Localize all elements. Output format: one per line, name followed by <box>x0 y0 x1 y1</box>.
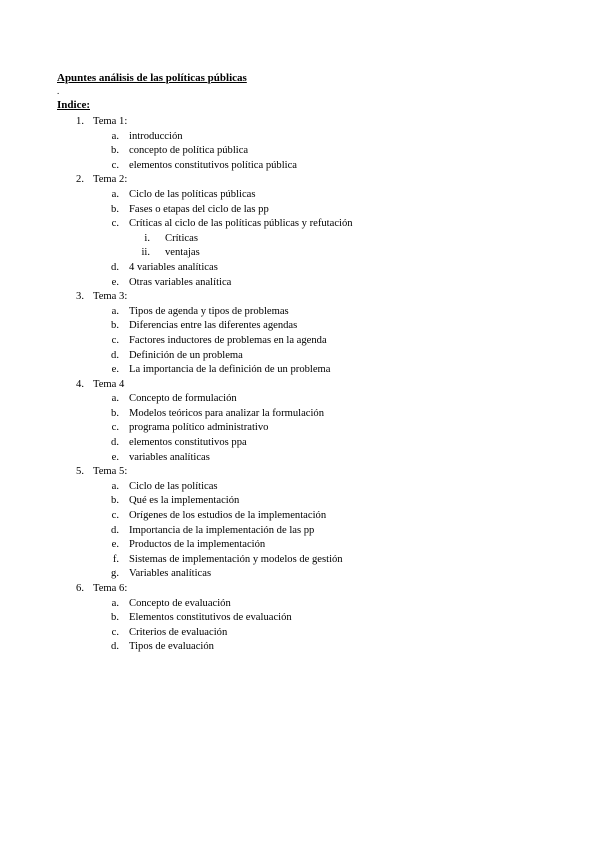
toc-subitem <box>0 421 600 436</box>
list-item-label: Sistemas de implementación y modelos de gestión <box>129 553 343 565</box>
list-item-label: Críticas al ciclo de las políticas públicas y refutación <box>129 218 353 230</box>
list-marker: b. <box>111 320 119 332</box>
stray-dot: . <box>57 86 60 96</box>
toc-subitem <box>0 130 600 145</box>
list-marker: b. <box>111 495 119 507</box>
list-marker: b. <box>111 612 119 624</box>
toc-topic <box>0 378 600 393</box>
list-marker: a. <box>111 597 119 609</box>
list-item-label: Tema 5: <box>93 466 128 478</box>
toc-subitem <box>0 480 600 495</box>
list-item-label: Críticas <box>165 232 198 244</box>
list-item-label: Diferencias entre las diferentes agendas <box>129 320 298 332</box>
list-item-label: concepto de política pública <box>129 145 249 157</box>
toc-topic <box>0 115 600 130</box>
list-marker: d. <box>111 524 119 536</box>
toc-subitem <box>0 597 600 612</box>
list-marker: b. <box>111 145 119 157</box>
toc-subitem <box>0 611 600 626</box>
toc-topic <box>0 465 600 480</box>
list-item-label: Criterios de evaluación <box>129 626 228 638</box>
list-marker: b. <box>111 407 119 419</box>
list-marker: i. <box>144 232 150 244</box>
list-marker: d. <box>111 437 119 449</box>
toc-subitem <box>0 188 600 203</box>
list-marker: 4. <box>76 378 84 390</box>
list-marker: e. <box>111 276 119 288</box>
list-item-label: Elementos constitutivos de evaluación <box>129 612 292 624</box>
toc-subitem <box>0 538 600 553</box>
list-marker: a. <box>111 130 119 142</box>
list-marker: d. <box>111 641 119 653</box>
toc-subitem <box>0 276 600 291</box>
list-marker: b. <box>111 203 119 215</box>
list-item-label: variables analíticas <box>129 451 210 463</box>
list-item-label: Tema 6: <box>93 583 128 594</box>
table-of-contents <box>0 115 600 655</box>
list-item-label: Modelos teóricos para analizar la formulación <box>129 407 325 419</box>
list-marker: c. <box>111 422 119 434</box>
list-marker: c. <box>111 218 119 230</box>
list-marker: a. <box>111 305 119 317</box>
toc-subitem <box>0 451 600 466</box>
list-marker: e. <box>111 451 119 463</box>
toc-subitem <box>0 319 600 334</box>
list-marker: c. <box>111 510 119 522</box>
toc-subitem <box>0 334 600 349</box>
list-marker: c. <box>111 334 119 346</box>
list-item-label: Fases o etapas del ciclo de las pp <box>129 203 269 215</box>
list-marker: 2. <box>76 174 84 186</box>
toc-subsubitem <box>0 232 600 247</box>
toc-subitem <box>0 392 600 407</box>
list-item-label: ventajas <box>165 247 200 259</box>
toc-subitem <box>0 363 600 378</box>
list-item-label: introducción <box>129 130 183 142</box>
toc-subitem <box>0 640 600 655</box>
toc-subitem <box>0 626 600 641</box>
list-item-label: Concepto de formulación <box>129 393 237 405</box>
list-marker: 1. <box>76 116 84 127</box>
toc-topic <box>0 173 600 188</box>
list-item-label: Tipos de evaluación <box>129 641 214 653</box>
list-marker: 5. <box>76 466 84 478</box>
toc-topic <box>0 290 600 305</box>
list-item-label: Tema 2: <box>93 174 128 186</box>
toc-subitem <box>0 217 600 232</box>
list-item-label: Ciclo de las políticas públicas <box>129 188 256 200</box>
list-marker: d. <box>111 261 119 273</box>
list-item-label: Productos de la implementación <box>129 539 266 551</box>
list-marker: c. <box>111 159 119 171</box>
list-marker: e. <box>111 364 119 376</box>
toc-subitem <box>0 144 600 159</box>
list-marker: a. <box>111 393 119 405</box>
list-item-label: Tipos de agenda y tipos de problemas <box>129 305 289 317</box>
list-marker: d. <box>111 349 119 361</box>
list-marker: a. <box>111 480 119 492</box>
list-item-label: Concepto de evaluación <box>129 597 231 609</box>
toc-subitem <box>0 509 600 524</box>
toc-subsubitem <box>0 246 600 261</box>
list-marker: c. <box>111 626 119 638</box>
list-item-label: programa político administrativo <box>129 422 269 434</box>
toc-subitem <box>0 407 600 422</box>
toc-subitem <box>0 436 600 451</box>
toc-subitem <box>0 494 600 509</box>
list-marker: f. <box>112 553 119 565</box>
list-item-label: Otras variables analítica <box>129 276 232 288</box>
list-marker: 6. <box>76 583 84 594</box>
list-item-label: Qué es la implementación <box>129 495 240 507</box>
list-marker: e. <box>111 539 119 551</box>
list-item-label: Variables analíticas <box>129 568 212 580</box>
list-item-label: Orígenes de los estudios de la implementación <box>129 510 327 522</box>
list-item-label: Tema 4 <box>93 378 125 390</box>
index-heading: Indice: <box>57 99 90 111</box>
list-marker: 3. <box>76 291 84 303</box>
list-item-label: Tema 1: <box>93 116 128 127</box>
toc-subitem <box>0 203 600 218</box>
list-item-label: Ciclo de las políticas <box>129 480 218 492</box>
list-item-label: La importancia de la definición de un problema <box>129 364 331 376</box>
toc-subitem <box>0 159 600 174</box>
toc-subitem <box>0 261 600 276</box>
toc-topic <box>0 582 600 597</box>
list-marker: a. <box>111 188 119 200</box>
list-item-label: elementos constitutivos política pública <box>129 159 297 171</box>
list-marker: g. <box>111 568 119 580</box>
toc-subitem <box>0 349 600 364</box>
list-item-label: Tema 3: <box>93 291 128 303</box>
list-item-label: Importancia de la implementación de las pp <box>129 524 315 536</box>
list-marker: ii. <box>141 247 150 259</box>
list-item-label: Definición de un problema <box>129 349 243 361</box>
list-item-label: elementos constitutivos ppa <box>129 437 247 449</box>
toc-subitem <box>0 567 600 582</box>
document-title: Apuntes análisis de las políticas públicas <box>57 72 247 84</box>
toc-subitem <box>0 553 600 568</box>
toc-subitem <box>0 305 600 320</box>
list-item-label: 4 variables analíticas <box>129 261 218 273</box>
toc-subitem <box>0 524 600 539</box>
list-item-label: Factores inductores de problemas en la agenda <box>129 334 327 346</box>
